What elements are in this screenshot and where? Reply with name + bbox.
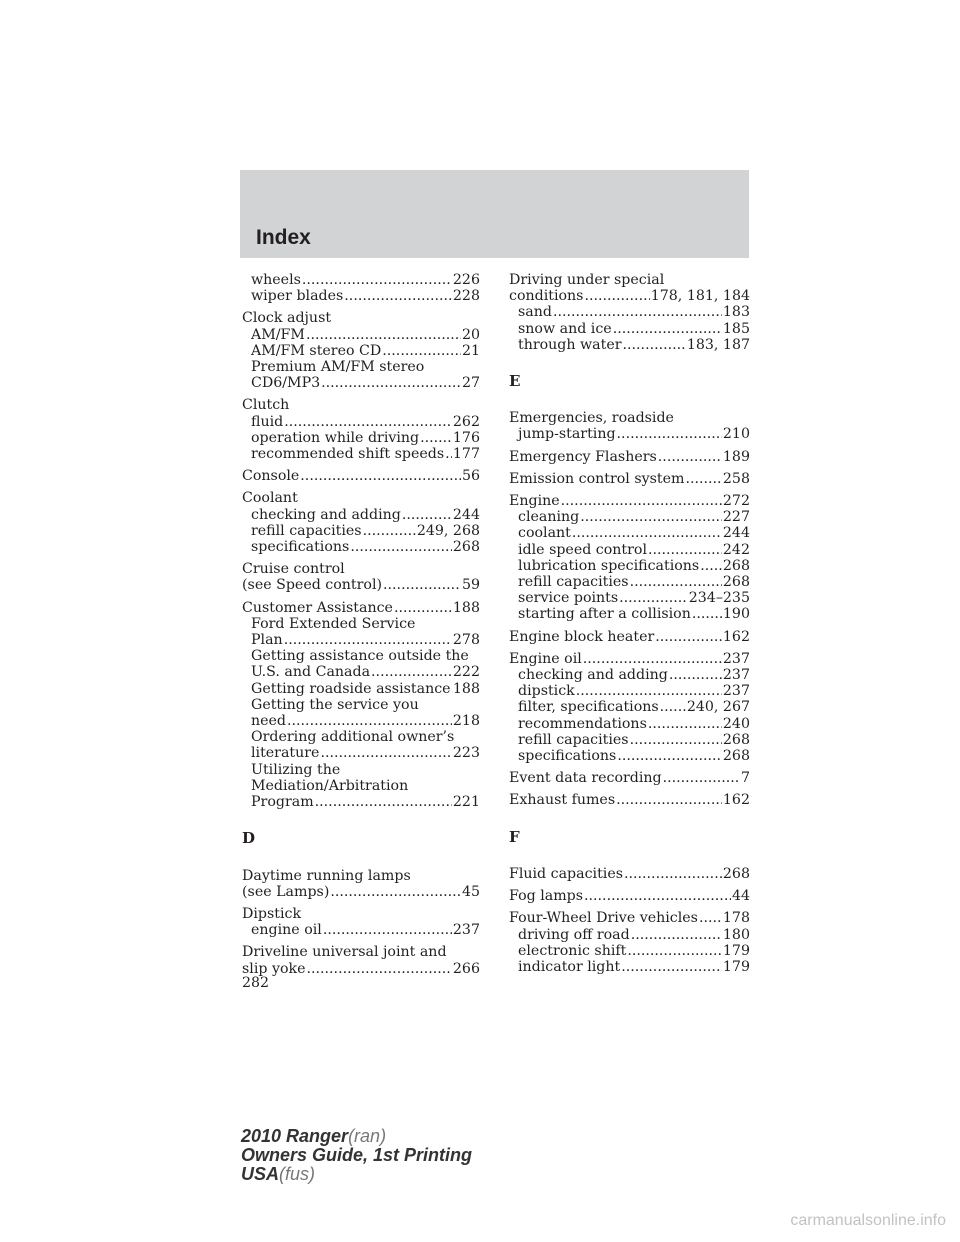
index-subentry xyxy=(242,729,480,745)
index-term-line xyxy=(242,490,480,506)
index-term: jump-starting xyxy=(518,426,616,443)
dot-leader xyxy=(631,927,722,943)
index-subentry xyxy=(242,616,480,632)
index-term: Customer Assistance xyxy=(242,599,393,616)
dot-leader xyxy=(621,959,722,975)
dot-leader xyxy=(583,651,722,667)
dot-leader xyxy=(700,558,722,574)
index-term: Driving under special xyxy=(509,272,665,288)
page-reference: 278 xyxy=(452,632,480,649)
page-reference: 179 xyxy=(722,942,750,959)
index-term: Program xyxy=(251,794,314,811)
index-term-line xyxy=(509,629,750,645)
footer-model: 2010 Ranger xyxy=(241,1126,349,1146)
page-reference: 266 xyxy=(452,960,480,977)
page-reference: 183, 187 xyxy=(686,336,750,353)
index-term-line xyxy=(242,561,480,577)
page-reference: 7 xyxy=(740,770,750,787)
page-reference: 234–235 xyxy=(688,590,750,607)
index-term-line xyxy=(242,961,480,977)
index-subentry xyxy=(509,943,750,959)
index-term: checking and adding xyxy=(518,667,668,684)
dot-leader xyxy=(655,629,722,645)
index-subentry xyxy=(509,590,750,606)
index-subentry xyxy=(242,681,480,697)
index-term: Dipstick xyxy=(242,905,302,922)
index-term-line xyxy=(509,272,750,288)
index-term: conditions xyxy=(509,288,584,305)
index-entry xyxy=(242,397,480,462)
document-footer xyxy=(241,1127,472,1184)
index-subentry xyxy=(242,664,480,680)
index-term: checking and adding xyxy=(251,506,401,523)
index-term: cleaning xyxy=(518,509,580,526)
index-entry xyxy=(509,449,750,465)
index-term: refill capacities xyxy=(518,731,629,748)
index-term: wheels xyxy=(251,272,301,288)
index-subentry xyxy=(242,446,480,462)
page-reference: 190 xyxy=(722,606,750,623)
index-term: engine oil xyxy=(251,922,322,939)
dot-leader xyxy=(320,745,451,761)
index-term: Premium AM/FM stereo xyxy=(251,359,425,376)
dot-leader xyxy=(306,327,461,343)
index-term-line xyxy=(242,468,480,484)
dot-leader xyxy=(307,961,452,977)
index-entry xyxy=(509,272,750,353)
dot-leader xyxy=(383,577,461,593)
index-term: Cruise control xyxy=(242,561,345,578)
index-term-line xyxy=(242,884,480,900)
index-subentry xyxy=(242,272,480,288)
dot-leader xyxy=(300,468,461,484)
page-reference: 185 xyxy=(722,320,750,337)
index-term: lubrication specifications xyxy=(518,557,700,574)
dot-leader xyxy=(371,664,452,680)
dot-leader xyxy=(617,426,722,442)
dot-leader xyxy=(699,910,722,926)
dot-leader xyxy=(623,337,686,353)
index-term: recommended shift speeds xyxy=(251,446,445,463)
index-term: Event data recording xyxy=(509,770,662,787)
index-term: Getting the service you xyxy=(251,696,419,713)
page-reference: 249, 268 xyxy=(416,522,480,539)
index-term: Four-Wheel Drive vehicles xyxy=(509,910,698,927)
index-term-line xyxy=(242,944,480,960)
dot-leader xyxy=(302,272,452,288)
index-subentry xyxy=(509,574,750,590)
index-term: Emergency Flashers xyxy=(509,448,657,465)
index-subentry xyxy=(242,632,480,648)
index-term: Getting roadside assistance xyxy=(251,680,451,697)
dot-leader xyxy=(627,943,722,959)
index-entry xyxy=(509,410,750,442)
dot-leader xyxy=(445,446,452,462)
index-subentry xyxy=(242,523,480,539)
index-subentry xyxy=(242,794,480,810)
index-term: Exhaust fumes xyxy=(509,792,616,809)
index-subentry xyxy=(509,321,750,337)
index-term: Fog lamps xyxy=(509,888,584,905)
index-subentry xyxy=(242,713,480,729)
page-reference: 59 xyxy=(461,577,480,594)
dot-leader xyxy=(617,748,722,764)
dot-leader xyxy=(553,304,722,320)
index-term: AM/FM stereo CD xyxy=(251,342,382,359)
index-column-right xyxy=(509,272,750,981)
index-entry xyxy=(242,944,480,976)
page-reference: 20 xyxy=(461,326,480,343)
index-term: need xyxy=(251,713,287,730)
section-letter: E xyxy=(509,372,521,391)
page-reference: 222 xyxy=(452,664,480,681)
index-subentry xyxy=(509,927,750,943)
page-reference: 237 xyxy=(722,650,750,667)
index-subentry xyxy=(242,778,480,794)
index-term-line xyxy=(242,868,480,884)
index-term: slip yoke xyxy=(242,960,306,977)
page-reference: 27 xyxy=(461,375,480,392)
index-term-line xyxy=(509,651,750,667)
dot-leader xyxy=(630,574,722,590)
index-subentry xyxy=(509,699,750,715)
index-term-line xyxy=(242,397,480,413)
index-subentry xyxy=(242,343,480,359)
index-subentry xyxy=(509,509,750,525)
index-subentry xyxy=(242,288,480,304)
page-reference: 268 xyxy=(722,748,750,765)
index-term: Daytime running lamps xyxy=(242,867,411,884)
page-reference: 176 xyxy=(452,429,480,446)
dot-leader xyxy=(321,375,461,391)
index-term: (see Lamps) xyxy=(242,883,330,900)
page-reference: 240 xyxy=(722,715,750,732)
dot-leader xyxy=(630,732,722,748)
index-term: fluid xyxy=(251,413,284,430)
index-term: Clock adjust xyxy=(242,310,332,327)
page-reference: 183 xyxy=(722,304,750,321)
footer-line-1 xyxy=(241,1127,472,1146)
dot-leader xyxy=(350,539,452,555)
index-subentry xyxy=(509,337,750,353)
dot-leader xyxy=(323,922,452,938)
index-term: Engine oil xyxy=(509,650,582,667)
index-entry xyxy=(509,792,750,808)
page-reference: 56 xyxy=(461,468,480,485)
page-reference: 268 xyxy=(722,865,750,882)
index-subentry xyxy=(242,539,480,555)
page-reference: 268 xyxy=(722,574,750,591)
index-term-line xyxy=(509,449,750,465)
index-term: service points xyxy=(518,590,619,607)
page-reference: 178, 181, 184 xyxy=(650,288,750,305)
index-term-line xyxy=(509,792,750,808)
index-subentry xyxy=(509,959,750,975)
page-reference: 242 xyxy=(722,541,750,558)
index-term: Ford Extended Service xyxy=(251,615,416,632)
index-term: electronic shift xyxy=(518,942,627,959)
index-term-line xyxy=(509,410,750,426)
index-term: filter, specifications xyxy=(518,699,659,716)
page-reference: 45 xyxy=(461,883,480,900)
dot-leader xyxy=(624,866,722,882)
page-reference: 210 xyxy=(722,426,750,443)
index-term: Fluid capacities xyxy=(509,865,623,882)
dot-leader xyxy=(584,288,649,304)
index-subentry xyxy=(242,375,480,391)
page-reference: 268 xyxy=(722,731,750,748)
page-reference: 228 xyxy=(452,288,480,305)
footer-line-3 xyxy=(241,1165,472,1184)
dot-leader xyxy=(580,509,722,525)
section-letter: F xyxy=(509,827,520,846)
index-term: (see Speed control) xyxy=(242,577,383,594)
index-term: idle speed control xyxy=(518,541,647,558)
index-term: snow and ice xyxy=(518,320,612,337)
index-subentry xyxy=(242,762,480,778)
index-term: CD6/MP3 xyxy=(251,375,321,392)
index-entry xyxy=(509,629,750,645)
dot-leader xyxy=(648,542,722,558)
index-term-line xyxy=(509,910,750,926)
index-term: U.S. and Canada xyxy=(251,664,371,681)
dot-leader xyxy=(284,632,452,648)
page-reference: 258 xyxy=(722,470,750,487)
index-term: dipstick xyxy=(518,683,575,700)
page-reference: 188 xyxy=(452,680,480,697)
index-term-line xyxy=(242,577,480,593)
page-reference: 262 xyxy=(452,413,480,430)
index-subentry xyxy=(509,683,750,699)
dot-leader xyxy=(287,713,452,729)
dot-leader xyxy=(616,792,722,808)
index-term: Driveline universal joint and xyxy=(242,944,447,961)
index-entry xyxy=(242,490,480,555)
index-subentry xyxy=(242,327,480,343)
index-subentry xyxy=(242,697,480,713)
index-term-line xyxy=(242,600,480,616)
index-subentry xyxy=(509,732,750,748)
dot-leader xyxy=(648,716,722,732)
page-reference: 188 xyxy=(452,599,480,616)
index-subentry xyxy=(509,542,750,558)
index-term: refill capacities xyxy=(518,574,629,591)
page-reference: 240, 267 xyxy=(686,699,750,716)
index-term-line xyxy=(509,493,750,509)
index-term: operation while driving xyxy=(251,429,420,446)
footer-market: USA xyxy=(241,1164,280,1184)
index-subentry xyxy=(242,648,480,664)
dot-leader xyxy=(330,884,461,900)
page-reference: 237 xyxy=(722,683,750,700)
index-term-line xyxy=(242,310,480,326)
index-term-line xyxy=(509,770,750,786)
index-term: AM/FM xyxy=(251,326,305,343)
page-reference: 226 xyxy=(452,272,480,288)
dot-leader xyxy=(663,770,740,786)
index-subentry xyxy=(242,414,480,430)
footer-market-code: (fus) xyxy=(279,1164,316,1184)
index-entry xyxy=(242,906,480,938)
index-term: specifications xyxy=(518,748,617,765)
page-reference: 179 xyxy=(722,958,750,975)
page-reference: 218 xyxy=(452,713,480,730)
dot-leader xyxy=(619,590,688,606)
page-title: Index xyxy=(256,226,311,249)
index-entry xyxy=(509,866,750,882)
page-reference: 244 xyxy=(452,506,480,523)
page-reference: 177 xyxy=(452,446,480,463)
index-entry xyxy=(242,600,480,811)
index-entry xyxy=(509,493,750,623)
index-term: Plan xyxy=(251,632,283,649)
index-term: coolant xyxy=(518,525,571,542)
dot-leader xyxy=(613,321,722,337)
page-reference: 44 xyxy=(731,888,750,905)
page-reference: 162 xyxy=(722,792,750,809)
index-term: Engine block heater xyxy=(509,628,655,645)
dot-leader xyxy=(284,414,452,430)
section-letter: D xyxy=(242,829,256,848)
index-subentry xyxy=(509,716,750,732)
page-number: 282 xyxy=(242,975,270,991)
page-reference: 162 xyxy=(722,628,750,645)
dot-leader xyxy=(561,493,722,509)
index-entry xyxy=(242,272,480,304)
index-subentry xyxy=(242,430,480,446)
index-subentry xyxy=(509,748,750,764)
watermark: carmanualsonline.info xyxy=(790,1212,946,1229)
page-reference: 244 xyxy=(722,525,750,542)
dot-leader xyxy=(660,699,686,715)
index-term: wiper blades xyxy=(251,288,344,305)
dot-leader xyxy=(363,523,416,539)
index-term: refill capacities xyxy=(251,522,362,539)
index-subentry xyxy=(509,606,750,622)
index-term: Mediation/Arbitration xyxy=(251,777,409,794)
index-term: indicator light xyxy=(518,958,621,975)
dot-leader xyxy=(584,888,731,904)
index-term: Ordering additional owner’s xyxy=(251,729,455,746)
index-entry xyxy=(242,868,480,900)
page-reference: 189 xyxy=(722,448,750,465)
index-entry xyxy=(242,468,480,484)
page-reference: 223 xyxy=(452,745,480,762)
index-term: Emergencies, roadside xyxy=(509,410,674,427)
dot-leader xyxy=(394,600,452,616)
page-reference: 237 xyxy=(722,667,750,684)
index-term: Coolant xyxy=(242,490,298,507)
index-column-left xyxy=(242,272,480,983)
index-entry xyxy=(242,561,480,593)
index-term: starting after a collision xyxy=(518,606,691,623)
dot-leader xyxy=(572,525,722,541)
index-term: driving off road xyxy=(518,926,630,943)
dot-leader xyxy=(402,507,452,523)
footer-model-code: (ran) xyxy=(348,1126,387,1146)
page-reference: 268 xyxy=(452,539,480,556)
dot-leader xyxy=(685,471,721,487)
index-subentry xyxy=(242,359,480,375)
page-reference: 180 xyxy=(722,926,750,943)
index-subentry xyxy=(242,745,480,761)
index-subentry xyxy=(242,507,480,523)
index-entry xyxy=(509,770,750,786)
index-term: specifications xyxy=(251,539,350,556)
dot-leader xyxy=(669,667,722,683)
page-reference: 272 xyxy=(722,493,750,510)
page-reference: 221 xyxy=(452,794,480,811)
index-term-line xyxy=(509,866,750,882)
index-term: sand xyxy=(518,304,552,321)
index-term: Emission control system xyxy=(509,470,685,487)
index-term: Console xyxy=(242,468,300,485)
dot-leader xyxy=(315,794,452,810)
dot-leader xyxy=(382,343,461,359)
index-subentry xyxy=(509,667,750,683)
index-term-line xyxy=(509,288,750,304)
index-entry xyxy=(509,910,750,975)
index-subentry xyxy=(509,558,750,574)
index-term: Clutch xyxy=(242,397,290,414)
dot-leader xyxy=(576,683,722,699)
index-entry xyxy=(509,471,750,487)
index-term-line xyxy=(242,906,480,922)
page-reference: 237 xyxy=(452,922,480,939)
index-entry xyxy=(509,888,750,904)
index-subentry xyxy=(509,426,750,442)
index-term-line xyxy=(509,888,750,904)
page-reference: 178 xyxy=(722,910,750,927)
index-subentry xyxy=(242,922,480,938)
footer-line-2: Owners Guide, 1st Printing xyxy=(241,1145,473,1165)
index-term: recommendations xyxy=(518,715,647,732)
index-term-line xyxy=(509,471,750,487)
page-reference: 21 xyxy=(461,342,480,359)
index-subentry xyxy=(509,525,750,541)
dot-leader xyxy=(658,449,722,465)
index-entry xyxy=(242,310,480,391)
index-term: Utilizing the xyxy=(251,761,341,778)
page-reference: 268 xyxy=(722,557,750,574)
index-term: Getting assistance outside the xyxy=(251,648,469,665)
index-term: Engine xyxy=(509,493,560,510)
dot-leader xyxy=(344,288,452,304)
index-entry xyxy=(509,651,750,764)
page-reference: 227 xyxy=(722,509,750,526)
index-term: literature xyxy=(251,745,320,762)
index-subentry xyxy=(509,304,750,320)
index-term: through water xyxy=(518,336,622,353)
dot-leader xyxy=(692,606,722,622)
index-header-bar xyxy=(240,170,749,258)
dot-leader xyxy=(420,430,452,446)
